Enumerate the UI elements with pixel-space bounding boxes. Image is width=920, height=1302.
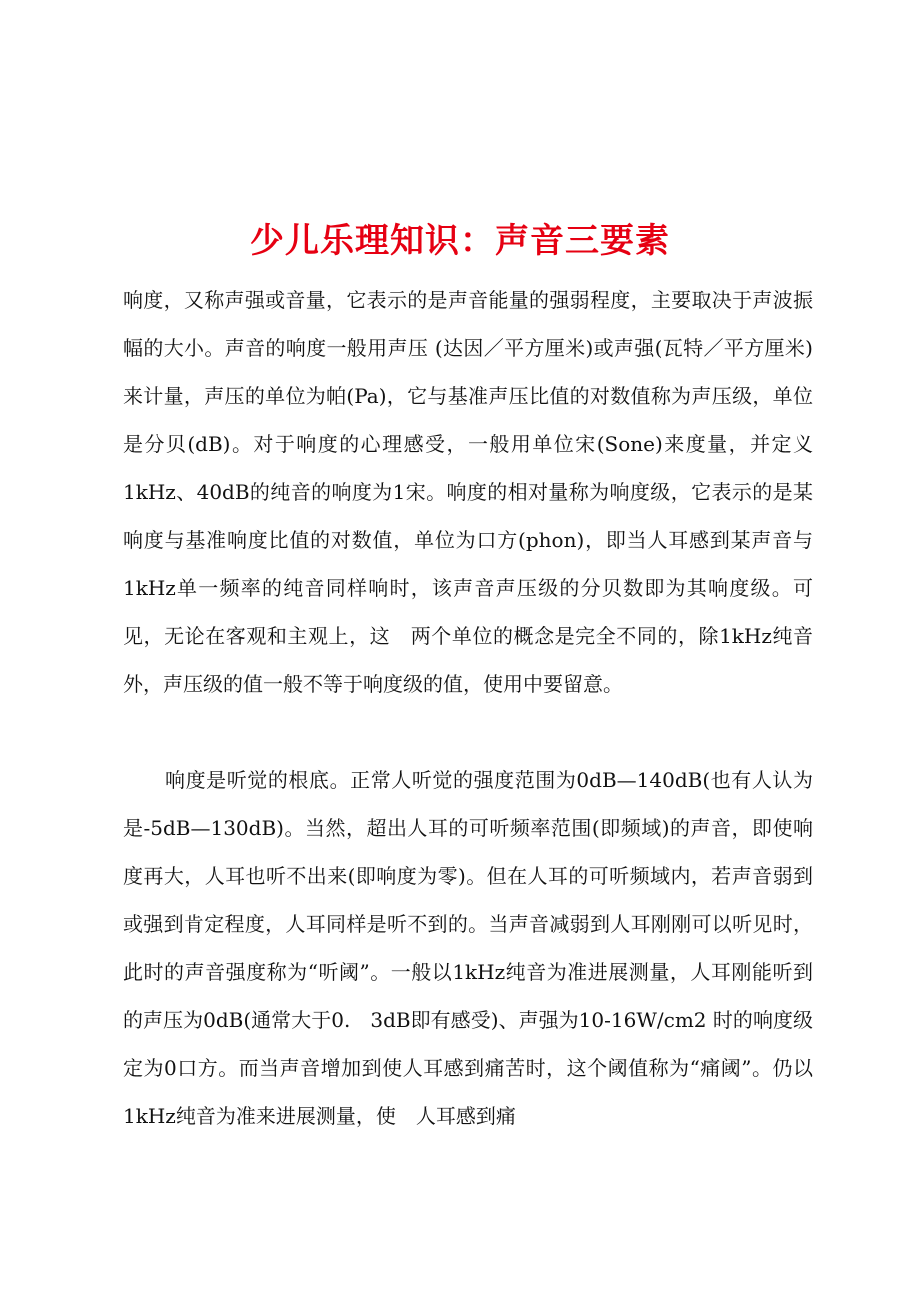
document-title: 少儿乐理知识：声音三要素: [250, 220, 670, 261]
paragraph-hearing-range: 响度是听觉的根底。正常人听觉的强度范围为0dB—140dB(也有人认为是-5dB—130dB)。当然，超出人耳的可听频率范围(即频域)的声音，即使响度再大，人耳也听不出来(即响度为零)。但在人耳的可听频域内，若声音弱到或强到肯定程度，人耳同样是听不到的。当声音减弱到人耳刚刚可以听见时，此时的声音强度称为“听阈”。一般以1kHz纯音为准进展测量，人耳刚能听到的声压为0dB(通常大于0. 3dB即有感受)、声强为10-16W/cm2 时的响度级定为0口方。而当声音增加到使人耳感到痛苦时，这个阈值称为“痛阈”。仍以1kHz纯音为准来进展测量，使 人耳感到痛: [123, 768, 813, 1128]
paragraph-loudness-definition: 响度，又称声强或音量，它表示的是声音能量的强弱程度，主要取决于声波振幅的大小。声音的响度一般用声压 (达因／平方厘米)或声强(瓦特／平方厘米)来计量，声压的单位为帕(Pa)，它与基准声压比值的对数值称为声压级，单位是分贝(dB)。对于响度的心理感受，一般用单位宋(Sone)来度量，并定义1kHz、40dB的纯音的响度为1宋。响度的相对量称为响度级，它表示的是某响度与基准响度比值的对数值，单位为口方(phon)，即当人耳感到某声音与1kHz单一频率的纯音同样响时，该声音声压级的分贝数即为其响度级。可见，无论在客观和主观上，这 两个单位的概念是完全不同的，除1kHz纯音外，声压级的值一般不等于响度级的值，使用中要留意。: [123, 288, 813, 696]
